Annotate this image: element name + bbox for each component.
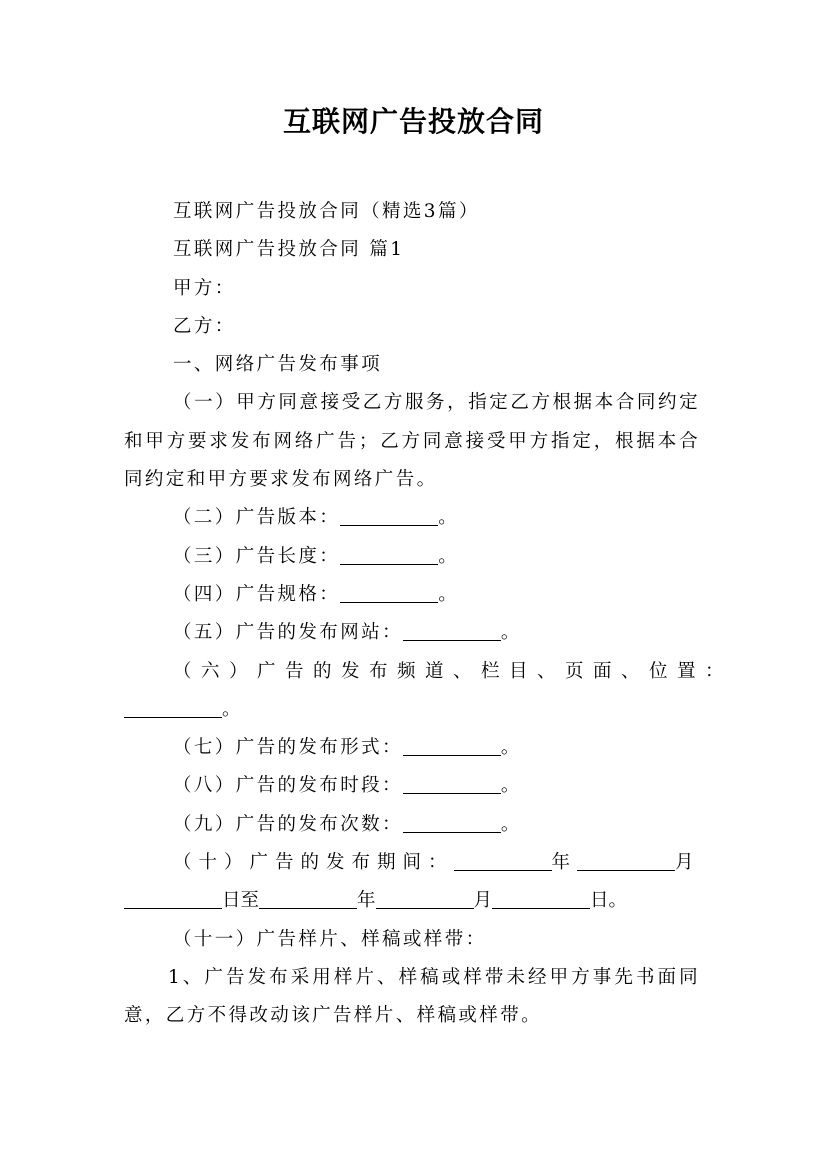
year-label: 年 <box>551 852 578 874</box>
clause-4-label: （四）广告规格： <box>173 583 341 605</box>
clause-6-line-2 <box>124 691 700 729</box>
blank-field <box>340 507 438 526</box>
clause-9 <box>124 806 700 844</box>
period: 。 <box>222 698 243 720</box>
blank-field <box>403 814 501 833</box>
clause-1: （一）甲方同意接受乙方服务，指定乙方根据本合同约定和甲方要求发布网络广告；乙方同意接受甲方指定，根据本合同约定和甲方要求发布网络广告。 <box>124 392 700 491</box>
clause-7 <box>124 729 700 767</box>
clause-5-label: （五）广告的发布网站： <box>173 622 403 644</box>
clause-11: （十一）广告样片、样稿或样带： <box>173 928 487 950</box>
period: 。 <box>500 775 522 797</box>
period: 。 <box>500 737 522 759</box>
blank-field <box>259 890 357 909</box>
sub-clause-1: 1、广告发布采用样片、样稿或样带未经甲方事先书面同意，乙方不得改动该广告样片、样稿或样带。 <box>124 966 700 1027</box>
blank-field <box>492 890 590 909</box>
clause-10-line-1 <box>124 844 700 882</box>
blank-field <box>403 737 501 756</box>
document-title: 互联网广告投放合同 <box>282 105 544 138</box>
intro-line: 互联网广告投放合同（精选3篇） <box>173 201 480 222</box>
clause-10-label: （十）广告的发布期间： <box>173 852 454 874</box>
clause-2-label: （二）广告版本： <box>173 507 341 529</box>
clause-3-label: （三）广告长度： <box>173 545 341 567</box>
period: 。 <box>500 622 522 644</box>
month-label: 月 <box>473 890 493 912</box>
clause-7-label: （七）广告的发布形式： <box>173 737 403 759</box>
clause-5 <box>124 614 700 652</box>
period: 。 <box>438 545 460 567</box>
clause-10-line-2 <box>124 882 700 920</box>
clause-6-line-1: （六）广告的发布频道、栏目、页面、位置： <box>173 660 734 682</box>
blank-field <box>340 584 438 603</box>
clause-8 <box>124 767 700 805</box>
clause-9-label: （九）广告的发布次数： <box>173 813 403 835</box>
day-to-label: 日至 <box>222 890 260 912</box>
blank-field <box>577 852 675 871</box>
item-1-heading: 一、网络广告发布事项 <box>173 354 383 376</box>
clause-4 <box>124 576 700 614</box>
period: 。 <box>438 583 460 605</box>
period: 。 <box>500 813 522 835</box>
section-heading: 互联网广告投放合同 篇1 <box>173 239 405 261</box>
blank-field <box>124 699 222 718</box>
year-label: 年 <box>357 890 376 912</box>
blank-field <box>124 890 222 909</box>
clause-8-label: （八）广告的发布时段： <box>173 775 403 797</box>
period: 。 <box>438 507 460 529</box>
clause-3 <box>124 538 700 576</box>
blank-field <box>403 622 501 641</box>
blank-field <box>454 852 552 871</box>
document-body <box>124 193 734 1036</box>
blank-field <box>340 546 438 565</box>
blank-field <box>376 890 474 909</box>
party-b-line: 乙方： <box>173 315 236 337</box>
blank-field <box>403 775 501 794</box>
party-a-line: 甲方： <box>173 277 236 299</box>
month-label: 月 <box>675 852 701 874</box>
clause-2 <box>124 499 700 537</box>
day-label: 日。 <box>590 890 628 912</box>
